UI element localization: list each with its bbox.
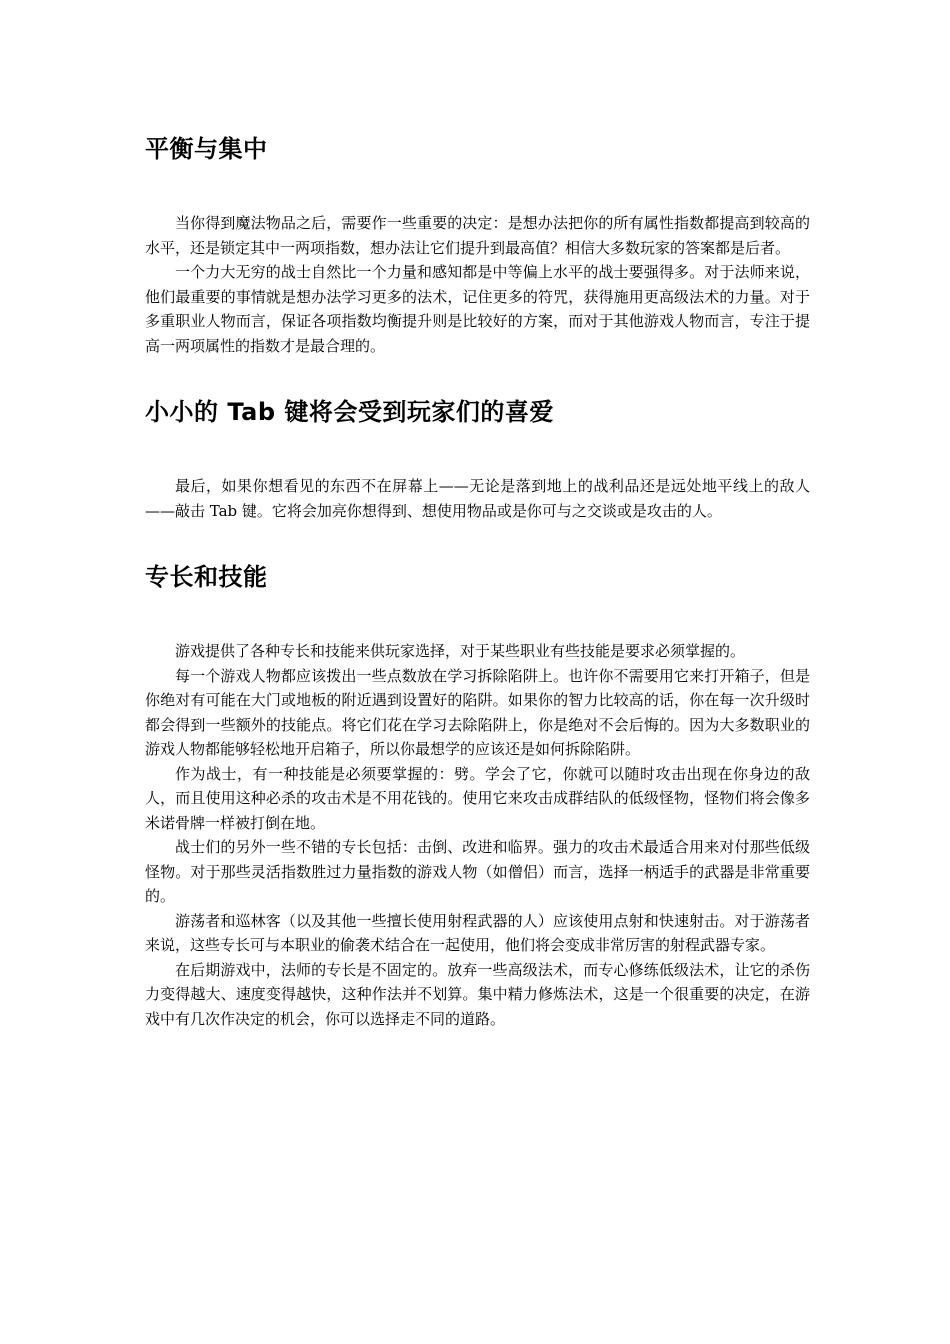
section-tab-key xyxy=(145,396,810,523)
section-balance-and-focus xyxy=(145,133,810,358)
section-feats-and-skills xyxy=(145,561,810,1031)
section-heading: 小小的 Tab 键将会受到玩家们的喜爱 xyxy=(145,398,554,426)
paragraph: 当你得到魔法物品之后，需要作一些重要的决定：是想办法把你的所有属性指数都提高到较高的水平，还是锁定其中一两项指数，想办法让它们提升到最高值？相信大多数玩家的答案都是后者。 xyxy=(145,214,810,257)
document-page xyxy=(145,133,810,1031)
section-heading: 专长和技能 xyxy=(145,563,268,591)
paragraph: 每一个游戏人物都应该拨出一些点数放在学习拆除陷阱上。也许你不需要用它来打开箱子，但是你绝对有可能在大门或地板的附近遇到设置好的陷阱。如果你的智力比较高的话，你在每一次升级时都会得到一些额外的技能点。将它们花在学习去除陷阱上，你是绝对不会后悔的。因为大多数职业的游戏人物都能够轻松地开启箱子，所以你最想学的应该还是如何拆除陷阱。 xyxy=(145,666,810,758)
paragraph: 游戏提供了各种专长和技能来供玩家选择，对于某些职业有些技能是要求必须掌握的。 xyxy=(175,642,746,660)
section-body xyxy=(145,211,810,358)
paragraph: 在后期游戏中，法师的专长是不固定的。放弃一些高级法术，而专心修练低级法术，让它的杀伤力变得越大、速度变得越快，这种作法并不划算。集中精力修炼法术，这是一个很重要的决定，在游戏中有几次作决定的机会，你可以选择走不同的道路。 xyxy=(145,960,810,1028)
section-body xyxy=(145,639,810,1031)
section-heading: 平衡与集中 xyxy=(145,135,268,163)
paragraph: 游荡者和巡林客（以及其他一些擅长使用射程武器的人）应该使用点射和快速射击。对于游荡者来说，这些专长可与本职业的偷袭术结合在一起使用，他们将会变成非常厉害的射程武器专家。 xyxy=(145,911,810,954)
section-body xyxy=(145,474,810,523)
paragraph: 一个力大无穷的战士自然比一个力量和感知都是中等偏上水平的战士要强得多。对于法师来说，他们最重要的事情就是想办法学习更多的法术，记住更多的符咒，获得施用更高级法术的力量。对于多重职业人物而言，保证各项指数均衡提升则是比较好的方案，而对于其他游戏人物而言，专注于提高一两项属性的指数才是最合理的。 xyxy=(145,263,810,355)
paragraph: 战士们的另外一些不错的专长包括：击倒、改进和临界。强力的攻击术最适合用来对付那些低级怪物。对于那些灵活指数胜过力量指数的游戏人物（如僧侣）而言，选择一柄适手的武器是非常重要的。 xyxy=(145,838,810,905)
paragraph: 最后，如果你想看见的东西不在屏幕上——无论是落到地上的战利品还是远处地平线上的敌人——敲击 Tab 键。它将会加亮你想得到、想使用物品或是你可与之交谈或是攻击的人。 xyxy=(145,477,810,520)
paragraph: 作为战士，有一种技能是必须要掌握的：劈。学会了它，你就可以随时攻击出现在你身边的敌人，而且使用这种必杀的攻击术是不用花钱的。使用它来攻击成群结队的低级怪物，怪物们将会像多米诺骨牌一样被打倒在地。 xyxy=(145,764,810,832)
